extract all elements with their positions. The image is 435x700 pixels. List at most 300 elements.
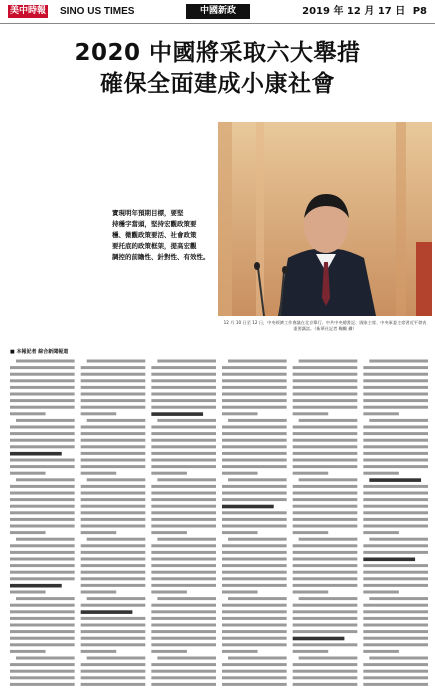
body-text-line: [222, 670, 287, 673]
body-text-line: [151, 670, 216, 673]
body-text-line: [363, 663, 428, 666]
paper-name-english: SINO US TIMES: [60, 6, 135, 17]
body-text-line: [363, 683, 428, 686]
body-text-line: [228, 360, 287, 363]
body-text-line: [10, 577, 75, 580]
body-text-line: [151, 683, 216, 686]
body-text-line: [363, 531, 399, 534]
body-text-line: [228, 597, 287, 600]
body-text-line: [10, 637, 75, 640]
body-text-line: [222, 571, 287, 574]
body-subhead-line: [363, 558, 415, 562]
body-text-line: [10, 571, 75, 574]
body-text-line: [293, 379, 358, 382]
body-text-line: [293, 386, 358, 389]
page-headline: [0, 38, 435, 99]
body-text-line: [10, 379, 75, 382]
issue-date: 2019 年 12 月 17 日: [302, 6, 406, 17]
body-text-line: [16, 478, 75, 481]
body-text-line: [81, 412, 117, 415]
headline-line-1: 2020 中國將采取六大舉措: [74, 40, 361, 66]
body-text-line: [81, 558, 146, 561]
body-text-line: [81, 617, 146, 620]
body-text-line: [363, 445, 428, 448]
body-text-line: [151, 439, 216, 442]
body-text-line: [151, 492, 216, 495]
body-text-line: [151, 650, 187, 653]
body-text-line: [81, 452, 146, 455]
body-text-line: [81, 525, 146, 528]
body-text-line: [222, 591, 258, 594]
body-text-line: [10, 439, 75, 442]
body-text-line: [10, 366, 75, 369]
body-text-line: [293, 643, 358, 646]
body-text-line: [81, 571, 146, 574]
news-photo-illustration: [218, 122, 432, 316]
body-subhead-line: [293, 637, 345, 641]
body-text-line: [151, 624, 216, 627]
body-text-line: [157, 657, 216, 660]
body-text-line: [222, 610, 287, 613]
body-text-line: [222, 426, 287, 429]
body-text-line: [151, 426, 216, 429]
body-text-line: [293, 366, 358, 369]
body-text-line: [151, 663, 216, 666]
body-text-line: [293, 498, 358, 501]
body-text-line: [151, 630, 216, 633]
body-text-line: [222, 366, 287, 369]
body-text-line: [222, 511, 287, 514]
body-text-line: [222, 624, 287, 627]
body-text-line: [363, 399, 428, 402]
body-text-line: [293, 492, 358, 495]
body-text-line: [293, 663, 358, 666]
body-text-line: [363, 386, 428, 389]
body-text-line: [293, 432, 358, 435]
body-text-line: [157, 538, 216, 541]
body-text-line: [299, 419, 358, 422]
body-text-line: [222, 637, 287, 640]
body-text-line: [369, 419, 428, 422]
body-text-line: [151, 577, 216, 580]
body-text-line: [293, 683, 358, 686]
body-text-line: [222, 531, 258, 534]
body-text-line: [363, 630, 428, 633]
body-text-line: [81, 399, 146, 402]
body-text-line: [10, 485, 75, 488]
body-text-line: [293, 485, 358, 488]
body-text-line: [222, 406, 287, 409]
body-text-line: [222, 412, 258, 415]
body-text-line: [222, 432, 287, 435]
body-text-line: [81, 386, 146, 389]
body-text-line: [10, 676, 75, 679]
body-text-line: [81, 663, 146, 666]
body-text-line: [151, 472, 187, 475]
body-text-line: [157, 597, 216, 600]
body-text-line: [151, 531, 187, 534]
body-subhead-line: [81, 610, 133, 614]
body-text-line: [293, 591, 329, 594]
body-text-line: [157, 360, 216, 363]
body-text-line: [10, 643, 75, 646]
body-text-line: [81, 584, 146, 587]
body-text-line: [10, 465, 75, 468]
body-text-line: [363, 366, 428, 369]
body-text-line: [81, 485, 146, 488]
body-text-line: [222, 445, 287, 448]
body-text-line: [363, 604, 428, 607]
body-text-line: [151, 432, 216, 435]
body-text-line: [10, 492, 75, 495]
body-text-line: [10, 373, 75, 376]
body-text-line: [10, 386, 75, 389]
body-text-line: [228, 478, 287, 481]
body-subhead-line: [222, 505, 274, 509]
body-text-line: [293, 406, 358, 409]
body-text-line: [10, 445, 75, 448]
body-text-line: [81, 439, 146, 442]
body-text-line: [222, 373, 287, 376]
body-text-line: [293, 412, 329, 415]
body-text-line: [10, 683, 75, 686]
body-text-line: [151, 544, 216, 547]
body-text-line: [151, 399, 216, 402]
body-subhead-line: [369, 478, 421, 482]
body-text-line: [293, 584, 358, 587]
body-text-line: [10, 412, 46, 415]
body-text-line: [10, 459, 75, 462]
body-text-line: [10, 670, 75, 673]
pull-quote: [112, 208, 210, 263]
pull-quote-line: 調控的前瞻性、針對性、有效性。: [112, 253, 210, 261]
body-text-line: [151, 505, 216, 508]
body-text-line: [151, 518, 216, 521]
body-text-line: [10, 505, 75, 508]
body-text-line: [151, 591, 187, 594]
body-text-line: [363, 412, 399, 415]
body-text-line: [363, 544, 428, 547]
body-text-line: [363, 525, 428, 528]
pull-quote-line: 要托底的政策框架，提高宏觀: [112, 242, 197, 250]
body-text-line: [363, 485, 428, 488]
body-text-line: [222, 459, 287, 462]
body-text-line: [293, 399, 358, 402]
body-text-line: [293, 472, 329, 475]
body-text-line: [81, 505, 146, 508]
body-text-line: [293, 505, 358, 508]
dateline: [302, 5, 427, 18]
body-text-line: [363, 465, 428, 468]
body-text-line: [299, 597, 358, 600]
body-text-line: [363, 637, 428, 640]
body-text-line: [87, 360, 146, 363]
body-text-line: [222, 492, 287, 495]
body-text-line: [363, 459, 428, 462]
body-text-line: [151, 452, 216, 455]
body-text-line: [293, 373, 358, 376]
body-text-line: [81, 465, 146, 468]
news-photo: [218, 122, 432, 316]
body-text-line: [81, 432, 146, 435]
body-text-line: [87, 657, 146, 660]
body-text-line: [222, 544, 287, 547]
body-text-line: [10, 564, 75, 567]
body-text-line: [81, 393, 146, 396]
body-text-line: [10, 630, 75, 633]
body-text-line: [151, 511, 216, 514]
body-text-line: [222, 650, 258, 653]
body-text-line: [81, 643, 146, 646]
body-text-line: [293, 551, 358, 554]
body-text-line: [293, 571, 358, 574]
body-text-line: [363, 624, 428, 627]
body-text-line: [222, 676, 287, 679]
body-text-line: [222, 386, 287, 389]
body-text-line: [87, 478, 146, 481]
body-text-line: [293, 624, 358, 627]
headline-line-2: 確保全面建成小康社會: [100, 71, 335, 97]
body-text-line: [228, 419, 287, 422]
body-text-line: [363, 670, 428, 673]
body-text-line: [222, 439, 287, 442]
body-text-line: [10, 432, 75, 435]
article-body-text-lines: [10, 358, 428, 694]
body-text-line: [10, 393, 75, 396]
body-text-line: [222, 683, 287, 686]
body-text-line: [157, 419, 216, 422]
body-text-line: [293, 564, 358, 567]
body-text-line: [222, 564, 287, 567]
body-subhead-line: [10, 452, 62, 456]
body-text-line: [222, 584, 287, 587]
body-text-line: [10, 518, 75, 521]
body-text-line: [16, 597, 75, 600]
byline: ■ 本報記者 綜合新聞報道: [10, 349, 69, 355]
body-text-line: [363, 379, 428, 382]
body-text-line: [363, 571, 428, 574]
body-text-line: [363, 584, 428, 587]
body-text-line: [16, 419, 75, 422]
body-text-line: [151, 459, 216, 462]
body-text-line: [151, 637, 216, 640]
body-text-line: [299, 657, 358, 660]
body-text-line: [363, 472, 399, 475]
body-text-line: [222, 604, 287, 607]
body-text-line: [222, 518, 287, 521]
body-text-line: [10, 406, 75, 409]
body-text-line: [151, 366, 216, 369]
body-text-line: [81, 591, 117, 594]
body-text-line: [151, 406, 216, 409]
body-text-line: [16, 360, 75, 363]
body-text-line: [363, 439, 428, 442]
body-text-line: [363, 591, 399, 594]
body-text-line: [222, 472, 258, 475]
body-text-line: [222, 643, 287, 646]
body-text-line: [293, 525, 358, 528]
body-text-line: [81, 577, 146, 580]
body-text-line: [151, 558, 216, 561]
body-text-line: [293, 650, 329, 653]
body-text-line: [81, 650, 117, 653]
body-text-line: [81, 670, 146, 673]
body-text-line: [151, 617, 216, 620]
body-text-line: [10, 399, 75, 402]
body-text-line: [363, 505, 428, 508]
body-text-line: [151, 373, 216, 376]
body-text-line: [363, 518, 428, 521]
section-tab: 中國新政: [186, 4, 250, 19]
body-text-line: [10, 498, 75, 501]
body-text-line: [81, 498, 146, 501]
body-subhead-line: [10, 584, 62, 588]
body-text-line: [363, 373, 428, 376]
body-text-line: [81, 445, 146, 448]
body-text-line: [81, 426, 146, 429]
body-text-line: [151, 465, 216, 468]
body-text-line: [87, 538, 146, 541]
body-text-line: [293, 445, 358, 448]
body-text-line: [293, 610, 358, 613]
body-text-line: [293, 604, 358, 607]
body-text-line: [363, 426, 428, 429]
body-text-line: [363, 564, 428, 567]
body-text-line: [222, 465, 287, 468]
body-text-line: [363, 650, 399, 653]
body-text-line: [293, 465, 358, 468]
body-text-line: [293, 452, 358, 455]
body-text-line: [10, 525, 75, 528]
body-text-line: [87, 419, 146, 422]
masthead: [0, 0, 435, 24]
body-text-line: [81, 366, 146, 369]
body-text-line: [151, 551, 216, 554]
body-text-line: [10, 511, 75, 514]
pull-quote-line: 實現明年預期目標，要堅: [112, 209, 184, 217]
article-body: [10, 358, 428, 694]
body-text-line: [222, 663, 287, 666]
body-text-line: [10, 531, 46, 534]
body-subhead-line: [151, 412, 203, 416]
body-text-line: [299, 360, 358, 363]
body-text-line: [151, 445, 216, 448]
body-text-line: [10, 624, 75, 627]
body-text-line: [16, 538, 75, 541]
body-text-line: [10, 610, 75, 613]
body-text-line: [10, 663, 75, 666]
body-text-line: [81, 683, 146, 686]
body-text-line: [10, 617, 75, 620]
body-text-line: [151, 584, 216, 587]
body-text-line: [293, 393, 358, 396]
body-text-line: [16, 657, 75, 660]
body-text-line: [222, 617, 287, 620]
body-text-line: [87, 597, 146, 600]
body-text-line: [222, 558, 287, 561]
body-text-line: [293, 670, 358, 673]
body-text-line: [151, 386, 216, 389]
body-text-line: [363, 511, 428, 514]
body-text-line: [10, 544, 75, 547]
body-text-line: [363, 617, 428, 620]
body-text-line: [369, 597, 428, 600]
body-text-line: [293, 577, 358, 580]
body-text-line: [222, 393, 287, 396]
body-text-line: [151, 525, 216, 528]
body-text-line: [369, 657, 428, 660]
body-text-line: [363, 452, 428, 455]
body-text-line: [81, 406, 146, 409]
body-text-line: [151, 610, 216, 613]
body-text-line: [222, 551, 287, 554]
body-text-line: [10, 426, 75, 429]
body-text-line: [222, 399, 287, 402]
body-text-line: [10, 604, 75, 607]
body-text-line: [293, 676, 358, 679]
body-text-line: [363, 551, 428, 554]
body-text-line: [293, 518, 358, 521]
body-text-line: [81, 531, 117, 534]
body-text-line: [151, 379, 216, 382]
body-text-line: [299, 538, 358, 541]
body-text-line: [363, 432, 428, 435]
body-text-line: [228, 657, 287, 660]
body-text-line: [293, 544, 358, 547]
paper-logo: 美中時報: [10, 6, 47, 16]
body-text-line: [369, 360, 428, 363]
photo-caption: 12 月 10 日至 12 日，中央經濟工作會議在北京舉行。中共中央總書記、國家主席、中央軍委主席習近平發表重要講話。（新華社記者 鞠鵬 攝）: [223, 320, 427, 331]
body-text-line: [81, 379, 146, 382]
body-text-line: [222, 498, 287, 501]
body-text-line: [293, 558, 358, 561]
body-text-line: [81, 544, 146, 547]
body-text-line: [363, 577, 428, 580]
body-text-line: [81, 624, 146, 627]
body-text-line: [222, 525, 287, 528]
body-text-line: [363, 676, 428, 679]
body-text-line: [81, 472, 117, 475]
body-text-line: [151, 485, 216, 488]
body-text-line: [81, 564, 146, 567]
body-text-line: [299, 478, 358, 481]
body-text-line: [363, 643, 428, 646]
body-text-line: [10, 558, 75, 561]
body-text-line: [293, 531, 329, 534]
body-text-line: [293, 617, 358, 620]
body-text-line: [363, 406, 428, 409]
body-text-line: [151, 676, 216, 679]
body-text-line: [222, 577, 287, 580]
body-text-line: [81, 637, 146, 640]
pull-quote-line: 持穩字當頭，堅持宏觀政策要: [112, 220, 197, 228]
body-text-line: [293, 511, 358, 514]
body-text-line: [81, 459, 146, 462]
body-text-line: [369, 538, 428, 541]
body-text-line: [222, 630, 287, 633]
body-text-line: [81, 551, 146, 554]
body-text-line: [293, 439, 358, 442]
body-text-line: [151, 643, 216, 646]
body-text-line: [222, 379, 287, 382]
body-text-line: [81, 604, 146, 607]
pull-quote-line: 穩、微觀政策要活、社會政策: [112, 231, 197, 239]
body-text-line: [363, 492, 428, 495]
page-number: P8: [412, 6, 427, 17]
body-text-line: [363, 610, 428, 613]
body-text-line: [222, 485, 287, 488]
body-text-line: [151, 393, 216, 396]
